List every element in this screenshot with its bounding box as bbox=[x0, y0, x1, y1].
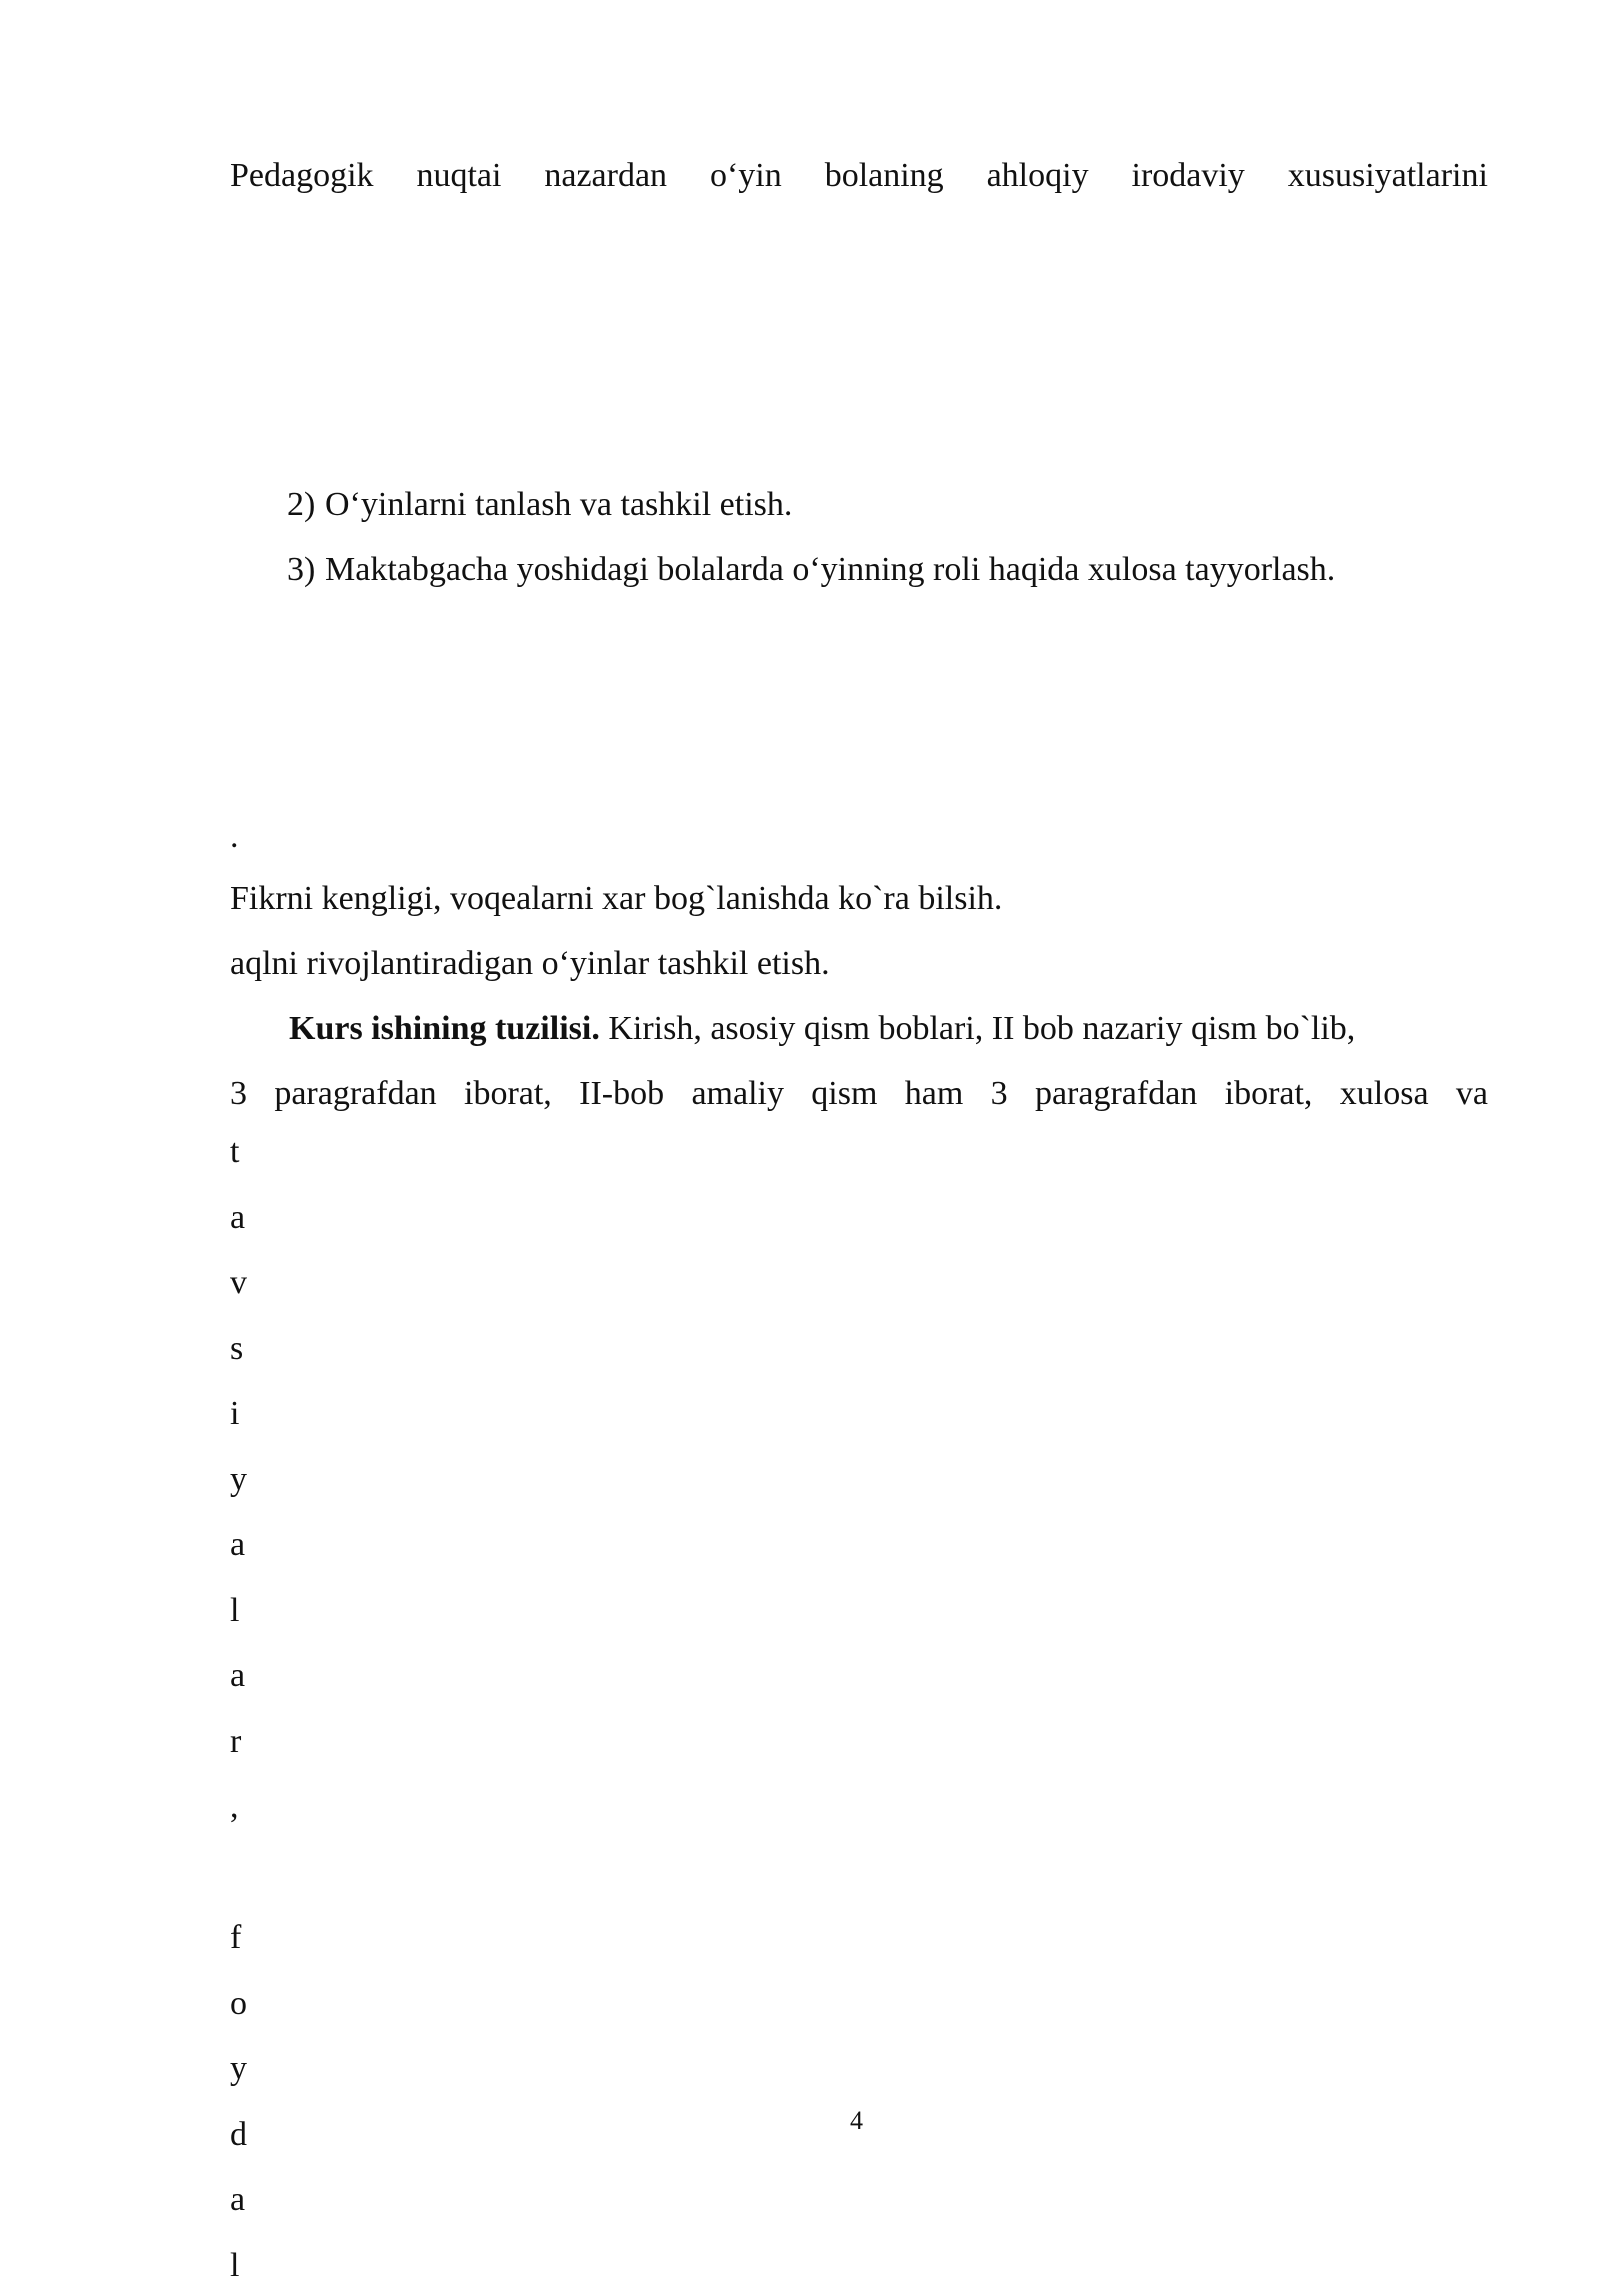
list-number: 2) bbox=[287, 486, 316, 523]
word: iborat, bbox=[1224, 1075, 1313, 1112]
vertical-char: a bbox=[230, 1526, 246, 1563]
word: 3 bbox=[230, 1075, 247, 1112]
list-text: O‘yinlarni tanlash va tashkil etish. bbox=[325, 486, 793, 523]
word: bolaning bbox=[824, 157, 944, 194]
vertical-char: a bbox=[230, 1199, 246, 1236]
paragraph-aqlni: aqlni rivojlantiradigan o‘yinlar tashkil etish. bbox=[230, 945, 830, 982]
list-item-3 bbox=[287, 548, 1335, 592]
word: qism bbox=[811, 1075, 878, 1112]
word: ham bbox=[904, 1075, 964, 1112]
vertical-char: l bbox=[230, 2247, 240, 2284]
vertical-char: y bbox=[230, 1461, 247, 1498]
word: va bbox=[1455, 1075, 1488, 1112]
word: nuqtai bbox=[416, 157, 502, 194]
list-number: 3) bbox=[287, 551, 316, 588]
word: nazardan bbox=[544, 157, 668, 194]
vertical-char: y bbox=[230, 2050, 247, 2087]
stray-dot: . bbox=[230, 818, 239, 855]
word: paragrafdan bbox=[1034, 1075, 1198, 1112]
word: II-bob bbox=[579, 1075, 665, 1112]
vertical-char: f bbox=[230, 1919, 242, 1956]
paragraph-kurs bbox=[289, 1007, 1355, 1051]
vertical-char: v bbox=[230, 1264, 247, 1301]
word: irodaviy bbox=[1131, 157, 1245, 194]
word: amaliy bbox=[691, 1075, 784, 1112]
word: o‘yin bbox=[709, 157, 782, 194]
vertical-char: r bbox=[230, 1723, 242, 1760]
vertical-char: a bbox=[230, 2181, 246, 2218]
kurs-text: Kirish, asosiy qism boblari, II bob nazariy qism bo`lib, bbox=[599, 1010, 1356, 1047]
word: 3 bbox=[990, 1075, 1008, 1112]
vertical-char: o bbox=[230, 1985, 247, 2022]
page-number: 4 bbox=[850, 2106, 863, 2135]
paragraph-line-paragraf bbox=[230, 1072, 1488, 1116]
word: iborat, bbox=[464, 1075, 552, 1112]
list-item-2 bbox=[287, 483, 792, 527]
list-text: Maktabgacha yoshidagi bolalarda o‘yinning roli haqida xulosa tayyorlash. bbox=[325, 551, 1336, 588]
vertical-char: d bbox=[230, 2116, 247, 2153]
vertical-char: t bbox=[230, 1133, 240, 1170]
vertical-char: s bbox=[230, 1330, 244, 1367]
paragraph-line-1 bbox=[230, 154, 1488, 198]
paragraph-fikrni: Fikrni kengligi, voqealarni xar bog`lanishda ko`ra bilsih. bbox=[230, 880, 1003, 917]
vertical-char: l bbox=[230, 1592, 240, 1629]
kurs-heading: Kurs ishining tuzilisi. bbox=[289, 1010, 600, 1047]
word: paragrafdan bbox=[274, 1075, 437, 1112]
vertical-char: a bbox=[230, 1657, 246, 1694]
vertical-char: , bbox=[230, 1788, 239, 1825]
word: xulosa bbox=[1339, 1075, 1429, 1112]
vertical-char: i bbox=[230, 1395, 240, 1432]
word: ahloqiy bbox=[986, 157, 1089, 194]
word: xususiyatlarini bbox=[1287, 157, 1488, 194]
word: Pedagogik bbox=[230, 157, 374, 194]
